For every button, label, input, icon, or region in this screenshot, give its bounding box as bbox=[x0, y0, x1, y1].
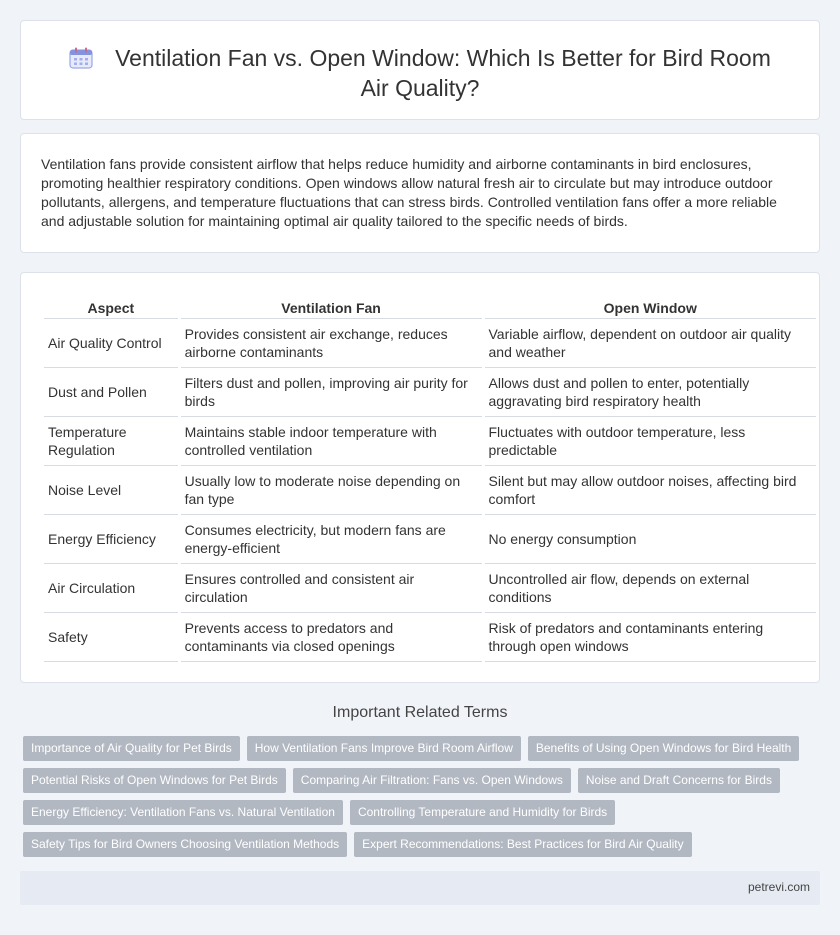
title-card bbox=[20, 20, 820, 120]
aspect-cell: Safety bbox=[44, 613, 178, 662]
aspect-cell: Energy Efficiency bbox=[44, 515, 178, 564]
related-term-tag[interactable]: Safety Tips for Bird Owners Choosing Ventilation Methods bbox=[23, 832, 347, 857]
related-term-tag[interactable]: Potential Risks of Open Windows for Pet Birds bbox=[23, 768, 286, 793]
comparison-card bbox=[20, 272, 820, 683]
intro-card bbox=[20, 133, 820, 253]
table-row bbox=[44, 417, 816, 466]
tag-row bbox=[23, 832, 823, 857]
aspect-cell: Air Quality Control bbox=[44, 319, 178, 368]
related-term-tag[interactable]: Energy Efficiency: Ventilation Fans vs. Natural Ventilation bbox=[23, 800, 343, 825]
aspect-cell: Air Circulation bbox=[44, 564, 178, 613]
fan-cell: Consumes electricity, but modern fans are energy-efficient bbox=[181, 515, 482, 564]
table-row bbox=[44, 466, 816, 515]
fan-cell: Provides consistent air exchange, reduces airborne contaminants bbox=[181, 319, 482, 368]
calendar-icon bbox=[69, 47, 93, 69]
related-term-tag[interactable]: Comparing Air Filtration: Fans vs. Open Windows bbox=[293, 768, 571, 793]
table-row bbox=[44, 613, 816, 662]
tag-row bbox=[23, 768, 823, 793]
aspect-cell: Dust and Pollen bbox=[44, 368, 178, 417]
table-row bbox=[44, 515, 816, 564]
related-terms-heading: Important Related Terms bbox=[332, 704, 508, 721]
fan-cell: Maintains stable indoor temperature with controlled ventilation bbox=[181, 417, 482, 466]
footer-bar bbox=[20, 871, 820, 905]
footer-site-name: petrevi.com bbox=[747, 880, 810, 894]
header-open-window: Open Window bbox=[485, 295, 817, 319]
window-cell: Allows dust and pollen to enter, potentially aggravating bird respiratory health bbox=[485, 368, 817, 417]
window-cell: Variable airflow, dependent on outdoor air quality and weather bbox=[485, 319, 817, 368]
fan-cell: Prevents access to predators and contaminants via closed openings bbox=[181, 613, 482, 662]
aspect-cell: Temperature Regulation bbox=[44, 417, 178, 466]
related-term-tag[interactable]: Noise and Draft Concerns for Birds bbox=[578, 768, 780, 793]
window-cell: Fluctuates with outdoor temperature, less predictable bbox=[485, 417, 817, 466]
window-cell: No energy consumption bbox=[485, 515, 817, 564]
fan-cell: Filters dust and pollen, improving air purity for birds bbox=[181, 368, 482, 417]
fan-cell: Usually low to moderate noise depending on fan type bbox=[181, 466, 482, 515]
related-term-tag[interactable]: How Ventilation Fans Improve Bird Room Airflow bbox=[247, 736, 521, 761]
comparison-table bbox=[41, 295, 819, 662]
table-header-row bbox=[44, 295, 816, 319]
window-cell: Risk of predators and contaminants entering through open windows bbox=[485, 613, 817, 662]
table-row bbox=[44, 319, 816, 368]
table-row bbox=[44, 368, 816, 417]
tag-row bbox=[23, 800, 823, 825]
related-term-tag[interactable]: Benefits of Using Open Windows for Bird Health bbox=[528, 736, 799, 761]
window-cell: Silent but may allow outdoor noises, affecting bird comfort bbox=[485, 466, 817, 515]
page-title: Ventilation Fan vs. Open Window: Which Is Better for Bird Room Air Quality? bbox=[115, 45, 771, 101]
related-terms-list bbox=[23, 736, 823, 864]
page-title-wrap bbox=[21, 43, 819, 103]
header-aspect: Aspect bbox=[44, 295, 178, 319]
intro-paragraph: Ventilation fans provide consistent airflow that helps reduce humidity and airborne contaminants in bird enclosures, promoting healthier respiratory conditions. Open windows allow natural fresh air to circulate but may introduce outdoor pollutants, allergens, and temperature fluctuations that can stress birds. Controlled ventilation fans offer a more reliable and adjustable solution for maintaining optimal air quality tailored to the specific needs of birds. bbox=[41, 156, 777, 229]
window-cell: Uncontrolled air flow, depends on external conditions bbox=[485, 564, 817, 613]
fan-cell: Ensures controlled and consistent air circulation bbox=[181, 564, 482, 613]
header-ventilation-fan: Ventilation Fan bbox=[181, 295, 482, 319]
related-term-tag[interactable]: Controlling Temperature and Humidity for Birds bbox=[350, 800, 615, 825]
tag-row bbox=[23, 736, 823, 761]
table-row bbox=[44, 564, 816, 613]
aspect-cell: Noise Level bbox=[44, 466, 178, 515]
related-term-tag[interactable]: Expert Recommendations: Best Practices for Bird Air Quality bbox=[354, 832, 691, 857]
related-term-tag[interactable]: Importance of Air Quality for Pet Birds bbox=[23, 736, 240, 761]
